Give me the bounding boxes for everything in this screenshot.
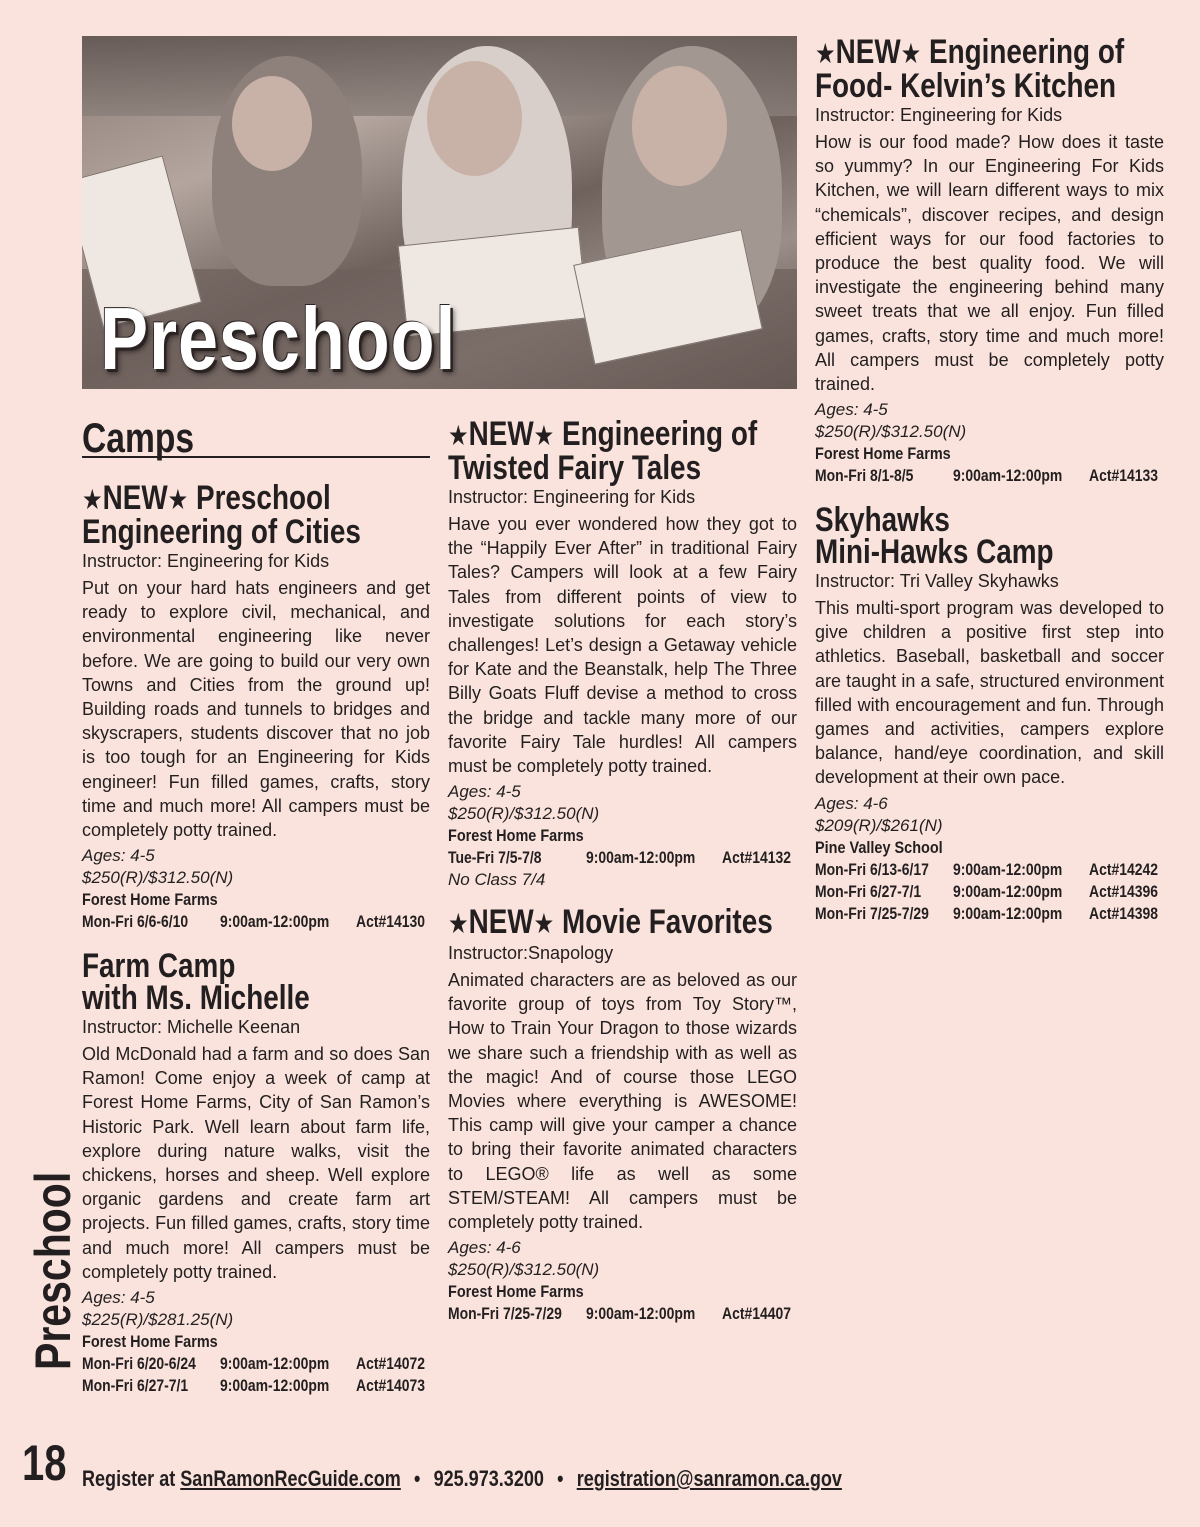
session-activity-number: Act#14407 <box>722 1304 791 1324</box>
section-heading-text: Camps <box>82 414 195 461</box>
camp-ages: Ages: 4-6 <box>448 1238 521 1258</box>
session-row <box>815 903 1164 925</box>
camp-location: Forest Home Farms <box>448 826 584 846</box>
camp-title-line1: Engineering of <box>561 415 758 453</box>
camp-entry-farm <box>82 947 430 1397</box>
session-activity-number: Act#14130 <box>356 912 425 932</box>
camp-ages: Ages: 4-5 <box>815 400 888 420</box>
session-dates: Mon-Fri 7/25-7/29 <box>448 1304 562 1324</box>
bullet-separator: • <box>557 1466 564 1491</box>
session-time: 9:00am-12:00pm <box>220 912 330 932</box>
footer-contact <box>82 1466 842 1492</box>
session-activity-number: Act#14133 <box>1089 466 1158 486</box>
session-activity-number: Act#14398 <box>1089 903 1158 923</box>
session-dates: Mon-Fri 7/25-7/29 <box>815 903 929 923</box>
side-section-tab <box>25 1000 81 1370</box>
star-icon: ★ <box>448 908 469 939</box>
photo-title: Preschool <box>100 289 457 388</box>
hero-photo <box>82 36 797 389</box>
camp-ages: Ages: 4-6 <box>815 793 888 813</box>
session-activity-number: Act#14242 <box>1089 859 1158 879</box>
camp-instructor: Instructor: Engineering for Kids <box>82 551 330 571</box>
session-row <box>82 1353 430 1375</box>
session-time: 9:00am-12:00pm <box>953 903 1063 923</box>
camp-instructor: Instructor: Engineering for Kids <box>815 105 1063 125</box>
star-icon: ★ <box>533 908 555 939</box>
session-activity-number: Act#14072 <box>356 1354 425 1374</box>
camp-description: Animated characters are as beloved as our favorite group of toys from Toy Story™, How to Train Your Dragon to those wizards we share such a friendship with as well as the magic! And of course those LEGO Movies where everything is AWESOME! This camp will give your camper a chance to bring their favorite animated characters to LEGO® life as well as some STEM/STEAM! All campers must be completely potty trained. <box>448 970 797 1233</box>
session-activity-number: Act#14132 <box>722 848 791 868</box>
camp-entry-food <box>815 33 1164 487</box>
child-middle-face <box>427 61 522 176</box>
star-icon: ★ <box>533 420 555 451</box>
camp-ages: Ages: 4-5 <box>82 1288 155 1308</box>
session-dates: Mon-Fri 6/6-6/10 <box>82 912 189 932</box>
session-row <box>82 911 430 933</box>
camp-entry-fairy-tales <box>448 415 797 891</box>
camp-entry-cities <box>82 479 430 933</box>
session-row <box>448 1303 797 1325</box>
session-dates: Mon-Fri 8/1-8/5 <box>815 466 914 486</box>
star-icon: ★ <box>448 420 469 451</box>
camp-title <box>448 415 758 453</box>
camp-location: Pine Valley School <box>815 837 943 857</box>
star-icon: ★ <box>900 38 922 69</box>
camp-note: No Class 7/4 <box>448 870 546 890</box>
new-badge: NEW <box>835 33 901 71</box>
camp-description: How is our food made? How does it taste so yummy? In our Engineering For Kids Kitchen, we will learn different ways to mix “chemicals”, discover recipes, and design efficient ways for our food factories to produce the best quality food. We will investigate the engineering behind many sweet treats that we all enjoy. Fun filled games, crafts, story time and much more! All campers must be completely potty trained. <box>815 132 1164 395</box>
session-row <box>815 465 1164 487</box>
camp-location: Forest Home Farms <box>448 1282 584 1302</box>
bullet-separator: • <box>414 1466 421 1491</box>
session-activity-number: Act#14396 <box>1089 881 1158 901</box>
session-dates: Mon-Fri 6/27-7/1 <box>82 1376 189 1396</box>
camp-price: $225(R)/$281.25(N) <box>82 1310 234 1330</box>
camp-ages: Ages: 4-5 <box>448 782 521 802</box>
session-row <box>448 847 797 869</box>
session-activity-number: Act#14073 <box>356 1376 425 1396</box>
session-time: 9:00am-12:00pm <box>220 1354 330 1374</box>
camp-title <box>448 903 773 941</box>
camp-price: $250(R)/$312.50(N) <box>448 1260 600 1280</box>
side-section-tab-label: Preschool <box>25 1171 81 1370</box>
page-number: 18 <box>22 1435 67 1491</box>
website-link[interactable]: SanRamonRecGuide.com <box>180 1466 401 1491</box>
session-time: 9:00am-12:00pm <box>953 881 1063 901</box>
camp-location: Forest Home Farms <box>815 444 951 464</box>
camp-title-line1: Farm Camp <box>82 947 236 985</box>
new-badge: NEW <box>468 415 534 453</box>
star-icon: ★ <box>167 484 189 515</box>
camp-title <box>82 479 367 517</box>
session-dates: Tue-Fri 7/5-7/8 <box>448 848 542 868</box>
camp-entry-skyhawks <box>815 501 1164 925</box>
camp-title <box>815 33 1125 71</box>
camp-title-line1: Engineering of <box>928 33 1125 71</box>
camp-title-line1: Movie Favorites <box>561 903 773 941</box>
session-time: 9:00am-12:00pm <box>953 859 1063 879</box>
camp-title-line2: Engineering of Cities <box>82 513 361 551</box>
camp-title-line2: Twisted Fairy Tales <box>448 449 702 487</box>
camp-instructor: Instructor: Michelle Keenan <box>82 1017 301 1037</box>
session-time: 9:00am-12:00pm <box>220 1376 330 1396</box>
session-dates: Mon-Fri 6/13-6/17 <box>815 859 929 879</box>
session-row <box>815 881 1164 903</box>
camp-description: Put on your hard hats engineers and get ready to explore civil, mechanical, and environmental engineering like never before. We are going to build our very own Towns and Cities from the ground up! Building roads and tunnels to bridges and skyscrapers, students discover that no job is too tough for an Engineering for Kids engineer! Fun filled games, crafts, story time and much more! All campers must be completely potty trained. <box>82 578 430 841</box>
session-dates: Mon-Fri 6/27-7/1 <box>815 881 922 901</box>
star-icon: ★ <box>815 38 836 69</box>
camp-description: Have you ever wondered how they got to the “Happily Ever After” in traditional Fairy Tales? Campers will look at a few Fairy Tales from different points of view to investigate solutions for each story’s challenges! Let’s design a Getaway vehicle for Kate and the Beanstalk, help The Three Billy Goats Fluff devise a method to cross the bridge and tackle many more of our favorite Fairy Tale hurdles! All campers must be completely potty trained. <box>448 514 797 777</box>
camp-instructor: Instructor: Tri Valley Skyhawks <box>815 571 1059 591</box>
session-time: 9:00am-12:00pm <box>586 848 696 868</box>
camp-price: $250(R)/$312.50(N) <box>815 422 967 442</box>
camp-entry-movie-favorites <box>448 903 797 1325</box>
new-badge: NEW <box>102 479 168 517</box>
session-row <box>82 1375 430 1397</box>
session-time: 9:00am-12:00pm <box>953 466 1063 486</box>
new-badge: NEW <box>468 903 534 941</box>
camp-instructor: Instructor:Snapology <box>448 943 614 963</box>
camp-title-line2: Food- Kelvin’s Kitchen <box>815 67 1117 105</box>
session-dates: Mon-Fri 6/20-6/24 <box>82 1354 196 1374</box>
camp-location: Forest Home Farms <box>82 890 218 910</box>
camp-description: This multi-sport program was developed to give children a positive first step into athletics. Baseball, basketball and soccer are taught in a safe, structured environment filled with encouragement and fun. Through games and activities, campers explore balance, hand/eye coordination, and skill development at their own pace. <box>815 598 1164 788</box>
email-link[interactable]: registration@sanramon.ca.gov <box>576 1466 842 1491</box>
star-icon: ★ <box>82 484 103 515</box>
camp-location: Forest Home Farms <box>82 1332 218 1352</box>
child-right-face <box>632 66 727 186</box>
camp-price: $250(R)/$312.50(N) <box>448 804 600 824</box>
camp-title-line1: Preschool <box>195 479 331 517</box>
camp-title-line1: Skyhawks <box>815 501 950 539</box>
child-left-face <box>232 76 312 171</box>
camp-ages: Ages: 4-5 <box>82 846 155 866</box>
camp-title-line2: with Ms. Michelle <box>82 979 310 1017</box>
phone-number: 925.973.3200 <box>433 1466 544 1491</box>
register-label: Register at <box>82 1466 176 1491</box>
session-time: 9:00am-12:00pm <box>586 1304 696 1324</box>
camp-price: $209(R)/$261(N) <box>815 815 943 835</box>
session-row <box>815 859 1164 881</box>
camp-description: Old McDonald had a farm and so does San Ramon! Come enjoy a week of camp at Forest Home Farms, City of San Ramon’s Historic Park. Well learn about farm life, explore during nature walks, visit the chickens, horses and sheep. Well explore organic gardens and create farm art projects. Fun filled games, crafts, story time and much more! All campers must be completely potty trained. <box>82 1044 430 1282</box>
section-heading <box>82 414 430 461</box>
camp-price: $250(R)/$312.50(N) <box>82 868 234 888</box>
camp-instructor: Instructor: Engineering for Kids <box>448 487 696 507</box>
camp-title-line2: Mini-Hawks Camp <box>815 533 1054 571</box>
